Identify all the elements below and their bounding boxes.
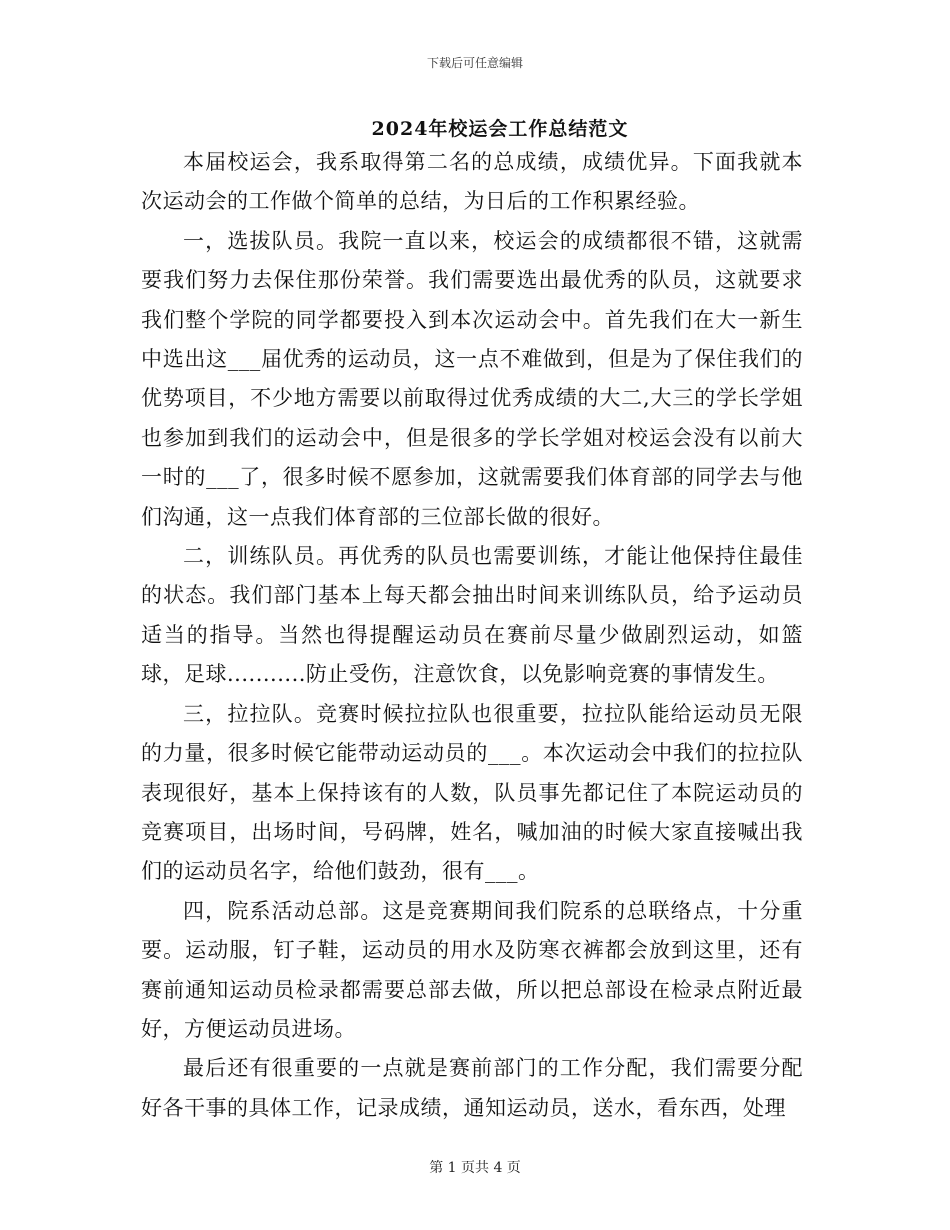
- paragraph-conclusion: 最后还有很重要的一点就是赛前部门的工作分配，我们需要分配好各干事的具体工作，记录成绩，通知运动员，送水，看东西，处理: [141, 1056, 803, 1120]
- paragraph-training: 二，训练队员。再优秀的队员也需要训练，才能让他保持住最佳的状态。我们部门基本上每天都会抽出时间来训练队员，给予运动员适当的指导。当然也得提醒运动员在赛前尽量少做剧烈运动，如篮球，足球...........防止受伤，注意饮食，以免影响竞赛的事情发生。: [141, 544, 803, 687]
- page-footer: 第 1 页共 4 页: [429, 1160, 521, 1176]
- paragraph-intro: 本届校运会，我系取得第二名的总成绩，成绩优异。下面我就本次运动会的工作做个简单的总结，为日后的工作积累经验。: [141, 150, 803, 214]
- document-title: 2024年校运会工作总结范文: [371, 118, 629, 140]
- page-header: 下载后可任意编辑: [426, 56, 523, 70]
- paragraph-headquarters: 四，院系活动总部。这是竞赛期间我们院系的总联络点，十分重要。运动服，钉子鞋，运动员的用水及防寒衣裤都会放到这里，还有赛前通知运动员检录都需要总部去做，所以把总部设在检录点附近最好，方便运动员进场。: [141, 898, 803, 1041]
- document-body: [141, 143, 803, 1128]
- paragraph-select-team: 一，选拔队员。我院一直以来，校运会的成绩都很不错，这就需要我们努力去保住那份荣誉。我们需要选出最优秀的队员，这就要求我们整个学院的同学都要投入到本次运动会中。首先我们在大一新生中选出这___届优秀的运动员，这一点不难做到，但是为了保住我们的优势项目，不少地方需要以前取得过优秀成绩的大二,大三的学长学姐也参加到我们的运动会中，但是很多的学长学姐对校运会没有以前大一时的___了，很多时候不愿参加，这就需要我们体育部的同学去与他们沟通，这一点我们体育部的三位部长做的很好。: [141, 228, 803, 529]
- paragraph-cheerleaders: 三，拉拉队。竞赛时候拉拉队也很重要，拉拉队能给运动员无限的力量，很多时候它能带动运动员的___。本次运动会中我们的拉拉队表现很好，基本上保持该有的人数，队员事先都记住了本院运动员的竞赛项目，出场时间，号码牌，姓名，喊加油的时候大家直接喊出我们的运动员名字，给他们鼓劲，很有___。: [141, 701, 803, 884]
